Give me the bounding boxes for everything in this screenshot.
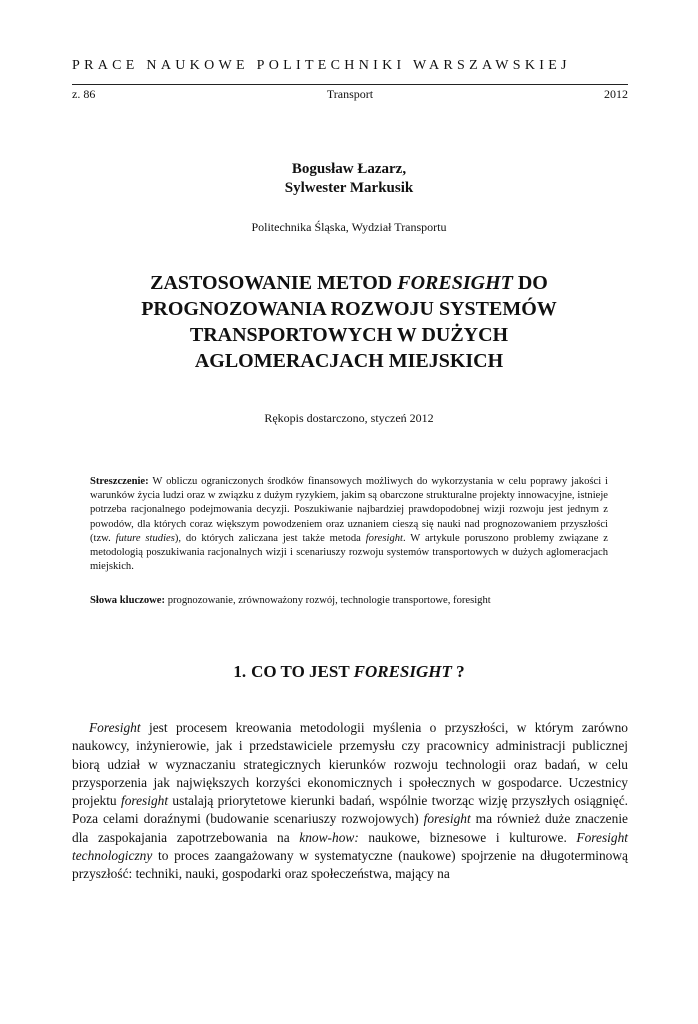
title-line-3: TRANSPORTOWYCH W DUŻYCH <box>189 324 509 346</box>
author-1: Bogusław Łazarz, <box>291 161 407 177</box>
abstract: Streszczenie: W obliczu ograniczonych środków finansowych możliwych do wykorzystania w celu poprawy jakości i warunków życia ludzi oraz w związku z dużym ryzykiem, jakim są obarczone strukturalne projekty innowacyjne, istnieje potrzeba racjonalnego podejmowania decyzji. Poszukiwanie najbardziej prawdopodobnej wizji rozwoju jest jednym z powodów, dla których coraz większym powodzeniem oraz uznaniem cieszą się nauki nad prognozowaniem przyszłości (tzw. future studies), do których zaliczana jest także metoda foresight. W artykule poruszono problemy związane z metodologią poszukiwania racjonalnych wizji i scenariuszy rozwoju systemów transportowych w dużych aglomeracjach miejskich. <box>90 476 608 573</box>
publication-year: 2012 <box>604 87 628 101</box>
title-line-2: PROGNOZOWANIA ROZWOJU SYSTEMÓW <box>141 298 557 320</box>
section-heading-1: 1. CO TO JEST FORESIGHT ? <box>233 662 465 681</box>
paper-title <box>72 270 626 374</box>
received-date: Rękopis dostarczono, styczeń 2012 <box>264 411 434 425</box>
author-2: Sylwester Markusik <box>284 180 414 196</box>
section-number: 1. <box>233 662 247 681</box>
title-line-4: AGLOMERACJACH MIEJSKICH <box>194 350 504 372</box>
abstract-label: Streszczenie: <box>90 476 149 487</box>
keywords-label: Słowa kluczowe: <box>90 595 166 606</box>
affiliation: Politechnika Śląska, Wydział Transportu <box>251 220 447 234</box>
authors <box>0 160 698 198</box>
keywords: Słowa kluczowe: prognozowanie, zrównoważony rozwój, technologie transportowe, foresight <box>90 595 491 606</box>
volume-number: z. 86 <box>72 87 96 101</box>
body-paragraph-1: Foresight jest procesem kreowania metodologii myślenia o przyszłości, w którym zarówno naukowcy, inżynierowie, jak i przedstawiciele przemysłu czy pracownicy administracji publicznej biorą udział w wyznaczaniu strategicznych kierunków rozwoju technologii oraz badań, w celu przysporzenia jak największych korzyści ekonomicznych i społecznych w gospodarce. Uczestnicy projektu foresight ustalają priorytetowe kierunki badań, wspólnie tworząc wizję przyszłych osiągnięć. Poza celami doraźnymi (budowanie scenariuszy rozwojowych) foresight ma również duże znaczenie dla zaspokajania zapotrzebowania na know-how: naukowe, biznesowe i kulturowe. Foresight technologiczny to proces zaangażowany w systematyczne (naukowe) spojrzenie na długoterminową przyszłość: techniki, nauki, gospodarki oraz społeczeństwa, mający na <box>72 720 628 882</box>
title-line-1: ZASTOSOWANIE METOD FORESIGHT DO <box>150 272 548 294</box>
header-rule <box>72 84 628 85</box>
journal-name: PRACE NAUKOWE POLITECHNIKI WARSZAWSKIEJ <box>72 58 571 73</box>
journal-section: Transport <box>326 87 374 101</box>
